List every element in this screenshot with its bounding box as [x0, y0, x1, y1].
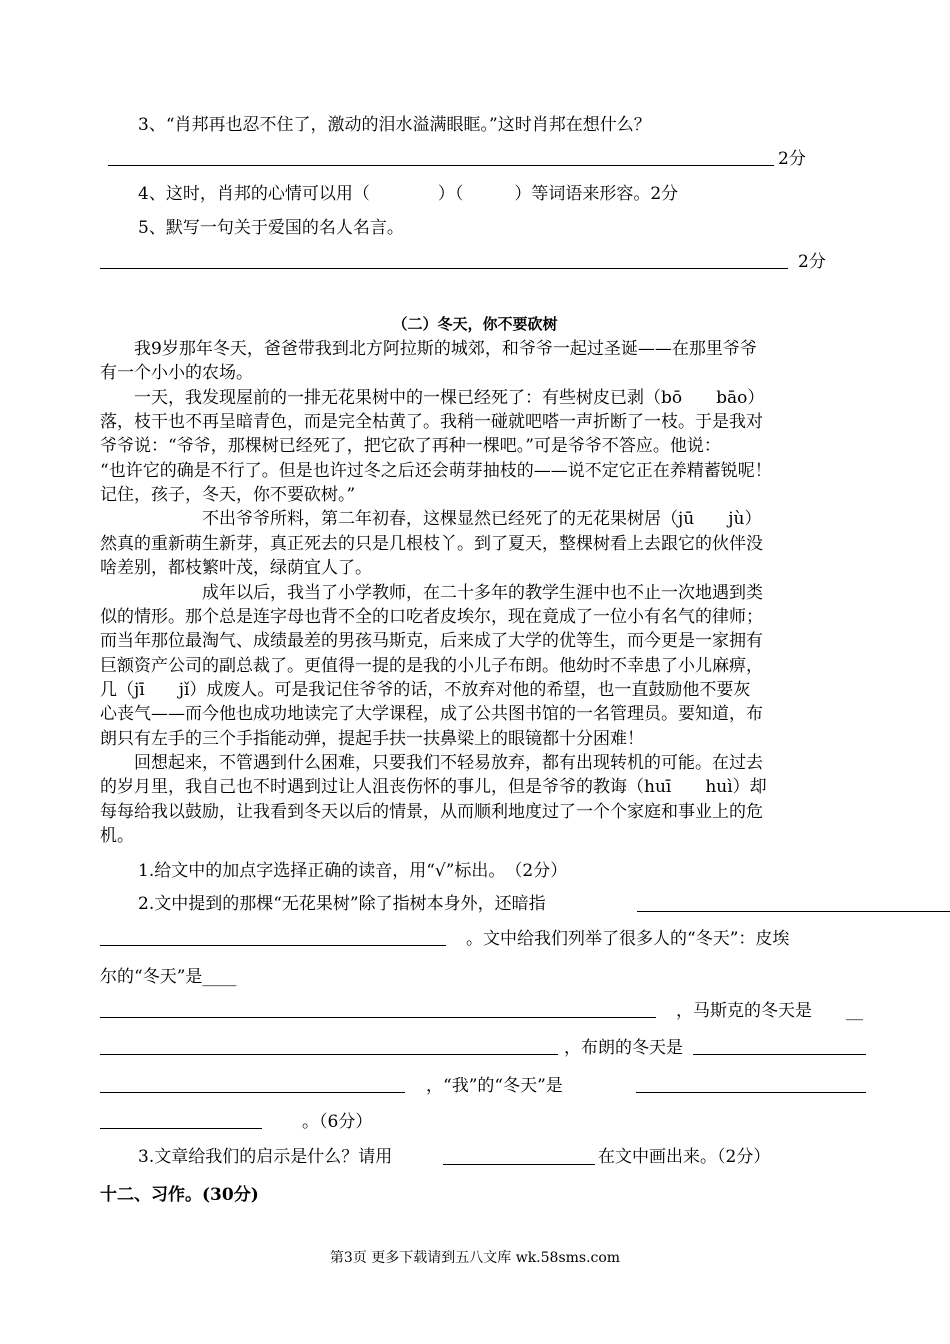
- passage-line: 心丧气——而今他也成功地读完了大学课程，成了公共图书馆的一名管理员。要知道，布: [100, 704, 763, 725]
- passage-line: 巨额资产公司的副总裁了。更值得一提的是我的小儿子布朗。他幼时不幸患了小儿麻痹，: [100, 655, 763, 676]
- passage-line: 每每给我以鼓励，让我看到冬天以后的情景，从而顺利地度过了一个个家庭和事业上的危: [100, 801, 763, 822]
- passage-line: 爷爷说：“爷爷，那棵树已经死了，把它砍了再种一棵吧。”可是爷爷不答应。他说：: [100, 436, 721, 457]
- passage-line: 不出爷爷所料，第二年初春，这棵显然已经死了的无花果树居（jū jù）: [100, 509, 762, 530]
- passage-title: （二）冬天，你不要砍树: [392, 315, 558, 333]
- answer-line-q3[interactable]: [108, 165, 774, 166]
- passage-line: 朗只有左手的三个手指能动弹，提起手扶一扶鼻梁上的眼镜都十分困难！: [100, 728, 644, 749]
- question-b2-brown: ，布朗的冬天是: [564, 1038, 683, 1058]
- passage-line: “也许它的确是不行了。但是也许过冬之后还会萌芽抽枝的——说不定它正在养精蓄锐呢！: [100, 460, 772, 481]
- question-b3: 3.文章给我们的启示是什么？请用: [138, 1147, 393, 1167]
- passage-line: 啥差别，都枝繁叶茂，绿荫宜人了。: [100, 558, 372, 579]
- question-4: 4、这时，肖邦的心情可以用（ ）（ ）等词语来形容。2分: [138, 184, 679, 204]
- answer-line-b2-2[interactable]: [100, 945, 446, 946]
- question-b2-score: 。（6分）: [302, 1112, 373, 1132]
- question-b3-cont: 在文中画出来。（2分）: [598, 1147, 771, 1167]
- answer-line-b3[interactable]: [443, 1164, 595, 1165]
- passage-line: 有一个小小的农场。: [100, 363, 253, 384]
- question-5: 5、默写一句关于爱国的名人名言。: [138, 218, 404, 238]
- answer-line-brown-1[interactable]: [693, 1054, 866, 1055]
- answer-line-pierre[interactable]: [100, 1017, 656, 1018]
- passage-line: 机。: [100, 826, 134, 846]
- passage-line: 我9岁那年冬天，爸爸带我到北方阿拉斯的城郊，和爷爷一起过圣诞——在那里爷爷: [100, 339, 757, 359]
- page-footer: 第3页 更多下载请到五八文库 wk.58sms.com: [329, 1250, 621, 1266]
- question-3: 3、“肖邦再也忍不住了，激动的泪水溢满眼眶。”这时肖邦在想什么？: [138, 115, 651, 135]
- answer-line-b2-1[interactable]: [637, 911, 950, 912]
- question-b2-me: ，“我”的“冬天”是: [426, 1076, 563, 1096]
- question-b2: 2.文中提到的那棵“无花果树”除了指树本身外，还暗指: [138, 894, 546, 914]
- answer-line-musk[interactable]: [100, 1054, 558, 1055]
- answer-line-q5[interactable]: [100, 268, 788, 269]
- passage-line: 成年以后，我当了小学教师，在二十多年的教学生涯中也不止一次地遇到类: [100, 582, 763, 603]
- answer-line-musk-start[interactable]: __: [846, 1001, 863, 1021]
- passage-line: 记住，孩子，冬天，你不要砍树。”: [100, 485, 356, 506]
- passage-line: 而当年那位最淘气、成绩最差的男孩马斯克，后来成了大学的优等生，而今更是一家拥有: [100, 631, 763, 652]
- passage-line: 回想起来，不管遇到什么困难，只要我们不轻易放弃，都有出现转机的可能。在过去: [100, 752, 763, 773]
- passage-line: 一天，我发现屋前的一排无花果树中的一棵已经死了：有些树皮已剥（bō bāo）: [100, 387, 765, 408]
- passage-line: 几（jī jǐ）成废人。可是我记住爷爷的话，不放弃对他的希望，也一直鼓励他不要灰: [100, 679, 751, 700]
- question-b1: 1.给文中的加点字选择正确的读音，用“√”标出。 （2分）: [138, 861, 568, 881]
- passage-line: 落，枝干也不再呈暗青色，而是完全枯黄了。我稍一碰就吧嗒一声折断了一枝。于是我对: [100, 412, 763, 433]
- answer-line-brown-2[interactable]: [100, 1092, 405, 1093]
- question-b2-cont: 。文中给我们列举了很多人的“冬天”：皮埃: [466, 929, 790, 949]
- question-3-score: 2分: [778, 149, 806, 169]
- passage-line: 的岁月里，我自己也不时遇到过让人沮丧伤怀的事儿，但是爷爷的教诲（huī huì）却: [100, 777, 767, 798]
- answer-line-me-1[interactable]: [636, 1092, 866, 1093]
- question-b2-musk: ，马斯克的冬天是: [676, 1001, 812, 1021]
- passage-line: 然真的重新萌生新芽，真正死去的只是几根枝丫。到了夏天，整棵树看上去跟它的伙伴没: [100, 533, 763, 554]
- question-5-score: 2分: [798, 252, 826, 272]
- passage-line: 似的情形。那个总是连字母也背不全的口吃者皮埃尔，现在竟成了一位小有名气的律师；: [100, 606, 763, 627]
- answer-line-me-2[interactable]: [100, 1128, 262, 1129]
- section-12-heading: 十二、习作。(30分): [100, 1185, 259, 1205]
- question-b2-pierre: 尔的“冬天”是____: [100, 967, 237, 987]
